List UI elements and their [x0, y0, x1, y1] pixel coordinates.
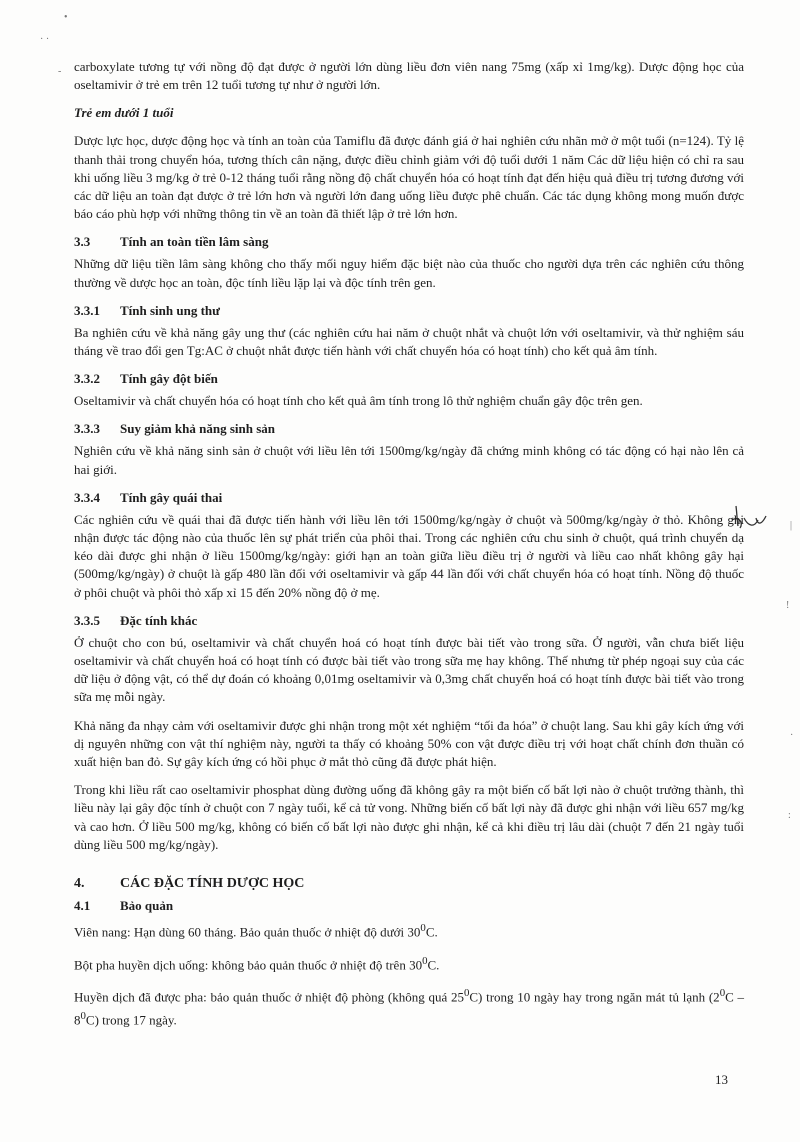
- section-3-3-heading: [74, 234, 744, 250]
- section-3-3-2-heading: [74, 371, 744, 387]
- section-title: CÁC ĐẶC TÍNH DƯỢC HỌC: [120, 876, 305, 892]
- section-3-3-4-heading: [74, 490, 744, 506]
- scan-dot: ·: [790, 730, 794, 741]
- section-title: Tính an toàn tiền lâm sàng: [120, 234, 269, 250]
- section-title: Suy giảm khả năng sinh sản: [120, 421, 275, 437]
- storage-capsule-line: Viên nang: Hạn dùng 60 tháng. Bảo quản thuốc ở nhiệt độ dưới $30^0C$.: [74, 922, 438, 940]
- scan-dot: |: [790, 520, 793, 531]
- section-3-3-1-paragraph: Ba nghiên cứu về khả năng gây ung thư (các nghiên cứu hai năm ở chuột nhắt và chuột lớn với oseltamivir, và thử nghiệm sáu tháng về trao đổi gen Tg:AC ở chuột nhắt được tiến hành với chất chuyển hóa có hoạt tính) cho kết quả âm tính.: [74, 324, 744, 359]
- section-title: Tính sinh ung thư: [120, 302, 220, 318]
- section-3-3-paragraph: Những dữ liệu tiền lâm sàng không cho thấy mối nguy hiểm đặc biệt nào của thuốc cho người dựa trên các nghiên cứu thông thường về dược học an toàn, độc tính liều lặp lại và độc tính trên gen.: [74, 256, 744, 290]
- section-3-3-5-paragraph-2: Khả năng đa nhạy cảm với oseltamivir được ghi nhận trong một xét nghiệm “tối đa hóa” ở chuột lang. Sau khi gây kích ứng với dị nguyên những con vật thí nghiệm này, người ta thấy có khoảng 50% con vật được điều trị với hoạt chất chính đơn thuần có xuất hiện ban đỏ. Sự gây kích ứng có hồi phục ở mắt thỏ cũng đã được phát hiện.: [74, 717, 744, 770]
- section-number: 3.3.3: [74, 421, 100, 437]
- section-3-3-1-heading: [74, 303, 744, 319]
- section-4-1-heading: [74, 898, 744, 914]
- section-number: 3.3: [74, 234, 91, 250]
- section-number: 3.3.5: [74, 612, 100, 628]
- section-3-3-5-heading: [74, 613, 744, 629]
- scan-dot: · ·: [40, 34, 50, 45]
- intro-paragraph: carboxylate tương tự với nồng độ đạt được ở người lớn dùng liều đơn viên nang 75mg (xấp xỉ 1mg/kg). Dược động học của oseltamivir ở trẻ em trên 12 tuổi tương tự như ở người lớn.: [74, 59, 744, 93]
- section-title: Bảo quản: [120, 898, 174, 914]
- page-number: 13: [715, 1072, 728, 1087]
- document-page: [74, 58, 744, 1029]
- section-number: 4.: [74, 876, 85, 892]
- scan-dot: :: [788, 810, 791, 821]
- section-title: Tính gây quái thai: [120, 489, 223, 505]
- storage-powder-line: Bột pha huyền dịch uống: không bảo quản thuốc ở nhiệt độ trên $30^0C$.: [74, 954, 440, 972]
- section-3-3-3-heading: [74, 421, 744, 437]
- section-number: 3.3.2: [74, 371, 100, 387]
- infant-paragraph: Dược lực học, dược động học và tính an toàn của Tamiflu đã được đánh giá ở hai nghiên cứu nhãn mở ở một tuổi (n=124). Tỷ lệ thanh thải trong chuyển hóa, tương thích cân nặng, được điều chỉnh giảm với độ tuổi dưới 1 năm Các dữ liệu hiện có chỉ ra sau khi uống liều 3 mg/kg ở trẻ 0-12 tháng tuổi rằng nồng độ chất chuyển hóa có hoạt tính đạt đến hiệu quả điều trị tương đương với các dữ liệu an toàn đạt được ở trẻ lớn hơn và người lớn đang uống liều được phê chuẩn. Các tác dụng không mong muốn được báo cáo phù hợp với những thông tin về an toàn đã thiết lập ở trẻ lớn hơn.: [74, 133, 744, 222]
- infant-subheading: Trẻ em dưới 1 tuổi: [74, 105, 174, 121]
- section-4-heading: [74, 876, 744, 892]
- section-3-3-3-paragraph: Nghiên cứu về khả năng sinh sản ở chuột với liều lên tới 1500mg/kg/ngày đã chứng minh không có tác động có hại nào lên cả hai giới.: [74, 443, 744, 477]
- scan-dot: -: [58, 66, 62, 77]
- storage-suspension-line: Huyền dịch đã được pha: bảo quản thuốc ở nhiệt độ phòng (không quá $25^0C$) trong 10 ngày hay trong ngăn mát tủ lạnh $(2^0C - 8^0C)$ trong 17 ngày.: [74, 987, 745, 1028]
- section-title: Đặc tính khác: [120, 612, 198, 628]
- section-3-3-4-paragraph: Các nghiên cứu về quái thai đã được tiến hành với liều lên tới 1500mg/kg/ngày ở chuột và 500mg/kg/ngày ở thỏ. Không ghi nhận được tác động nào của thuốc lên sự phát triển của phôi thai. Trong các nghiên cứu chu sinh ở chuột, quá trình chuyển dạ kéo dài được ghi nhận ở liều 1500mg/kg/ngày: giới hạn an toàn giữa liều điều trị ở người và liều cao nhất không gây hại (500mg/kg/ngày) ở chuột là gấp 480 lần đối với oseltamivir và gấp 44 lần đối với chất chuyển hóa có hoạt tính. Nồng độ thuốc ở phôi chuột và phôi thỏ xấp xỉ 15 đến 20% nồng độ ở mẹ.: [74, 511, 744, 600]
- scan-dot: •: [64, 12, 68, 23]
- section-3-3-2-paragraph: Oseltamivir và chất chuyển hóa có hoạt tính cho kết quả âm tính trong lô thử nghiệm chuẩn gây độc trên gen.: [74, 393, 643, 409]
- section-number: 3.3.4: [74, 489, 100, 505]
- scan-dot: !: [786, 600, 790, 611]
- section-number: 3.3.1: [74, 302, 100, 318]
- section-3-3-5-paragraph-1: Ở chuột cho con bú, oseltamivir và chất chuyển hoá có hoạt tính được bài tiết vào trong sữa. Ở người, vẫn chưa biết liệu oseltamivir và chất chuyển hoá có hoạt tính có được bài tiết vào trong sữa mẹ hay không. Thế nhưng từ phép ngoại suy của các dữ liệu ở động vật, có thể dự đoán có khoảng 0,01mg oseltamivir và 0,3mg chất chuyển hoá có hoạt tính được bài tiết vào trong sữa mẹ mỗi ngày.: [74, 634, 744, 705]
- section-title: Tính gây đột biến: [120, 371, 218, 387]
- section-3-3-5-paragraph-3: Trong khi liều rất cao oseltamivir phosphat dùng đường uống đã không gây ra một biến cố bất lợi nào ở chuột trưởng thành, thì liều này lại gây độc tính ở chuột con 7 ngày tuổi, kể cả tử vong. Những biến cố bất lợi này đã được ghi nhận với liều 657 mg/kg và cao hơn. Ở liều 500 mg/kg, không có biến cố bất lợi nào được ghi nhận, kể cả khi điều trị lâu dài (chuột 7 đến 21 ngày tuổi dùng liều 500 mg/kg/ngày).: [74, 782, 744, 852]
- section-number: 4.1: [74, 898, 91, 914]
